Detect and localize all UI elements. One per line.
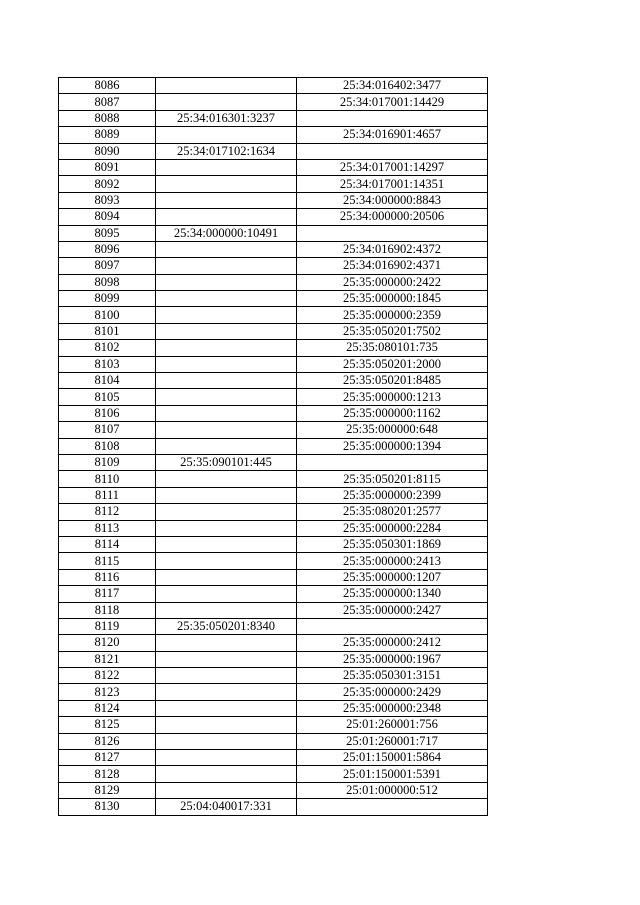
row-number-cell: 8115 (59, 553, 156, 569)
row-number-cell: 8129 (59, 782, 156, 798)
column-3-cell: 25:35:000000:648 (297, 422, 488, 438)
row-number-cell: 8107 (59, 422, 156, 438)
table-row (59, 717, 488, 733)
column-3-cell (297, 110, 488, 126)
table-row (59, 209, 488, 225)
column-2-cell (156, 668, 297, 684)
row-number-cell: 8087 (59, 94, 156, 110)
column-3-cell: 25:34:016902:4372 (297, 241, 488, 257)
column-3-cell (297, 799, 488, 815)
table-row (59, 258, 488, 274)
row-number-cell: 8127 (59, 750, 156, 766)
column-2-cell (156, 569, 297, 585)
row-number-cell: 8089 (59, 127, 156, 143)
column-2-cell: 25:04:040017:331 (156, 799, 297, 815)
row-number-cell: 8123 (59, 684, 156, 700)
column-2-cell (156, 78, 297, 94)
column-3-cell: 25:01:150001:5391 (297, 766, 488, 782)
column-2-cell (156, 471, 297, 487)
document-page (58, 77, 487, 816)
row-number-cell: 8094 (59, 209, 156, 225)
column-2-cell (156, 274, 297, 290)
column-3-cell: 25:34:016901:4657 (297, 127, 488, 143)
column-2-cell (156, 536, 297, 552)
table-row (59, 471, 488, 487)
column-2-cell (156, 291, 297, 307)
table-row (59, 520, 488, 536)
table-row (59, 618, 488, 634)
column-2-cell (156, 323, 297, 339)
column-2-cell (156, 651, 297, 667)
table-row (59, 373, 488, 389)
row-number-cell: 8114 (59, 536, 156, 552)
column-2-cell (156, 307, 297, 323)
table-row (59, 356, 488, 372)
column-3-cell: 25:34:017001:14351 (297, 176, 488, 192)
column-3-cell: 25:35:000000:2422 (297, 274, 488, 290)
column-3-cell (297, 143, 488, 159)
row-number-cell: 8103 (59, 356, 156, 372)
column-2-cell (156, 750, 297, 766)
column-3-cell: 25:01:260001:756 (297, 717, 488, 733)
row-number-cell: 8096 (59, 241, 156, 257)
row-number-cell: 8125 (59, 717, 156, 733)
row-number-cell: 8090 (59, 143, 156, 159)
row-number-cell: 8093 (59, 192, 156, 208)
column-3-cell (297, 618, 488, 634)
column-2-cell (156, 602, 297, 618)
column-2-cell (156, 782, 297, 798)
table-row (59, 700, 488, 716)
table-row (59, 799, 488, 815)
table-row (59, 733, 488, 749)
table-row (59, 143, 488, 159)
table-row (59, 487, 488, 503)
row-number-cell: 8109 (59, 454, 156, 470)
row-number-cell: 8088 (59, 110, 156, 126)
column-3-cell: 25:34:000000:20506 (297, 209, 488, 225)
table-row (59, 668, 488, 684)
column-3-cell: 25:35:000000:2413 (297, 553, 488, 569)
cadastral-table (58, 77, 488, 816)
column-3-cell: 25:35:000000:2399 (297, 487, 488, 503)
column-2-cell (156, 635, 297, 651)
column-3-cell: 25:35:000000:2359 (297, 307, 488, 323)
row-number-cell: 8111 (59, 487, 156, 503)
column-3-cell: 25:35:000000:1207 (297, 569, 488, 585)
row-number-cell: 8113 (59, 520, 156, 536)
column-2-cell (156, 405, 297, 421)
table-row (59, 176, 488, 192)
row-number-cell: 8099 (59, 291, 156, 307)
row-number-cell: 8122 (59, 668, 156, 684)
table-row (59, 241, 488, 257)
row-number-cell: 8116 (59, 569, 156, 585)
column-3-cell: 25:35:000000:2284 (297, 520, 488, 536)
row-number-cell: 8101 (59, 323, 156, 339)
column-3-cell: 25:35:000000:1213 (297, 389, 488, 405)
column-2-cell: 25:34:000000:10491 (156, 225, 297, 241)
table-row (59, 438, 488, 454)
column-3-cell: 25:35:050201:8485 (297, 373, 488, 389)
row-number-cell: 8086 (59, 78, 156, 94)
row-number-cell: 8119 (59, 618, 156, 634)
column-2-cell (156, 586, 297, 602)
column-2-cell (156, 241, 297, 257)
column-3-cell: 25:35:050201:7502 (297, 323, 488, 339)
column-3-cell (297, 225, 488, 241)
row-number-cell: 8106 (59, 405, 156, 421)
column-2-cell (156, 487, 297, 503)
row-number-cell: 8092 (59, 176, 156, 192)
row-number-cell: 8098 (59, 274, 156, 290)
column-3-cell: 25:35:050301:3151 (297, 668, 488, 684)
column-2-cell (156, 684, 297, 700)
table-row (59, 766, 488, 782)
column-2-cell: 25:35:090101:445 (156, 454, 297, 470)
column-3-cell: 25:34:016402:3477 (297, 78, 488, 94)
column-2-cell (156, 373, 297, 389)
column-2-cell (156, 389, 297, 405)
row-number-cell: 8118 (59, 602, 156, 618)
table-row (59, 94, 488, 110)
column-2-cell (156, 766, 297, 782)
column-2-cell (156, 504, 297, 520)
row-number-cell: 8091 (59, 159, 156, 175)
table-row (59, 78, 488, 94)
column-2-cell (156, 717, 297, 733)
column-3-cell: 25:01:000000:512 (297, 782, 488, 798)
row-number-cell: 8110 (59, 471, 156, 487)
table-row (59, 504, 488, 520)
column-3-cell: 25:35:000000:2412 (297, 635, 488, 651)
column-3-cell: 25:34:016902:4371 (297, 258, 488, 274)
table-row (59, 159, 488, 175)
table-row (59, 602, 488, 618)
column-3-cell: 25:34:017001:14297 (297, 159, 488, 175)
column-3-cell: 25:35:050201:2000 (297, 356, 488, 372)
column-3-cell: 25:34:000000:8843 (297, 192, 488, 208)
row-number-cell: 8102 (59, 340, 156, 356)
table-row (59, 127, 488, 143)
column-2-cell (156, 127, 297, 143)
column-2-cell (156, 209, 297, 225)
table-row (59, 192, 488, 208)
row-number-cell: 8126 (59, 733, 156, 749)
row-number-cell: 8124 (59, 700, 156, 716)
column-3-cell: 25:35:000000:1845 (297, 291, 488, 307)
table-row (59, 274, 488, 290)
column-2-cell (156, 733, 297, 749)
table-row (59, 651, 488, 667)
table-row (59, 553, 488, 569)
column-3-cell: 25:35:050201:8115 (297, 471, 488, 487)
column-2-cell (156, 176, 297, 192)
table-row (59, 405, 488, 421)
table-row (59, 454, 488, 470)
table-row (59, 389, 488, 405)
column-2-cell (156, 192, 297, 208)
table-row (59, 340, 488, 356)
column-2-cell (156, 340, 297, 356)
column-2-cell (156, 258, 297, 274)
table-row (59, 291, 488, 307)
column-3-cell: 25:35:080201:2577 (297, 504, 488, 520)
column-2-cell: 25:34:017102:1634 (156, 143, 297, 159)
column-2-cell (156, 356, 297, 372)
row-number-cell: 8112 (59, 504, 156, 520)
table-row (59, 307, 488, 323)
column-3-cell: 25:35:050301:1869 (297, 536, 488, 552)
column-3-cell: 25:35:000000:1162 (297, 405, 488, 421)
column-3-cell: 25:01:150001:5864 (297, 750, 488, 766)
column-2-cell: 25:34:016301:3237 (156, 110, 297, 126)
table-row (59, 782, 488, 798)
column-3-cell: 25:01:260001:717 (297, 733, 488, 749)
column-2-cell (156, 94, 297, 110)
column-3-cell (297, 454, 488, 470)
table-row (59, 225, 488, 241)
table-row (59, 750, 488, 766)
row-number-cell: 8121 (59, 651, 156, 667)
column-3-cell: 25:35:000000:2429 (297, 684, 488, 700)
table-row (59, 110, 488, 126)
row-number-cell: 8130 (59, 799, 156, 815)
table-row (59, 422, 488, 438)
row-number-cell: 8104 (59, 373, 156, 389)
row-number-cell: 8100 (59, 307, 156, 323)
table-row (59, 569, 488, 585)
table-row (59, 323, 488, 339)
column-2-cell (156, 159, 297, 175)
row-number-cell: 8105 (59, 389, 156, 405)
column-2-cell (156, 700, 297, 716)
column-2-cell (156, 520, 297, 536)
table-body (59, 78, 488, 816)
column-3-cell: 25:35:000000:1340 (297, 586, 488, 602)
table-row (59, 684, 488, 700)
column-3-cell: 25:35:000000:2348 (297, 700, 488, 716)
column-2-cell (156, 553, 297, 569)
table-row (59, 635, 488, 651)
table-row (59, 536, 488, 552)
column-3-cell: 25:35:000000:1967 (297, 651, 488, 667)
row-number-cell: 8097 (59, 258, 156, 274)
row-number-cell: 8117 (59, 586, 156, 602)
column-3-cell: 25:34:017001:14429 (297, 94, 488, 110)
column-3-cell: 25:35:000000:2427 (297, 602, 488, 618)
row-number-cell: 8108 (59, 438, 156, 454)
column-2-cell: 25:35:050201:8340 (156, 618, 297, 634)
column-2-cell (156, 438, 297, 454)
column-2-cell (156, 422, 297, 438)
row-number-cell: 8120 (59, 635, 156, 651)
column-3-cell: 25:35:000000:1394 (297, 438, 488, 454)
column-3-cell: 25:35:080101:735 (297, 340, 488, 356)
table-row (59, 586, 488, 602)
row-number-cell: 8095 (59, 225, 156, 241)
row-number-cell: 8128 (59, 766, 156, 782)
